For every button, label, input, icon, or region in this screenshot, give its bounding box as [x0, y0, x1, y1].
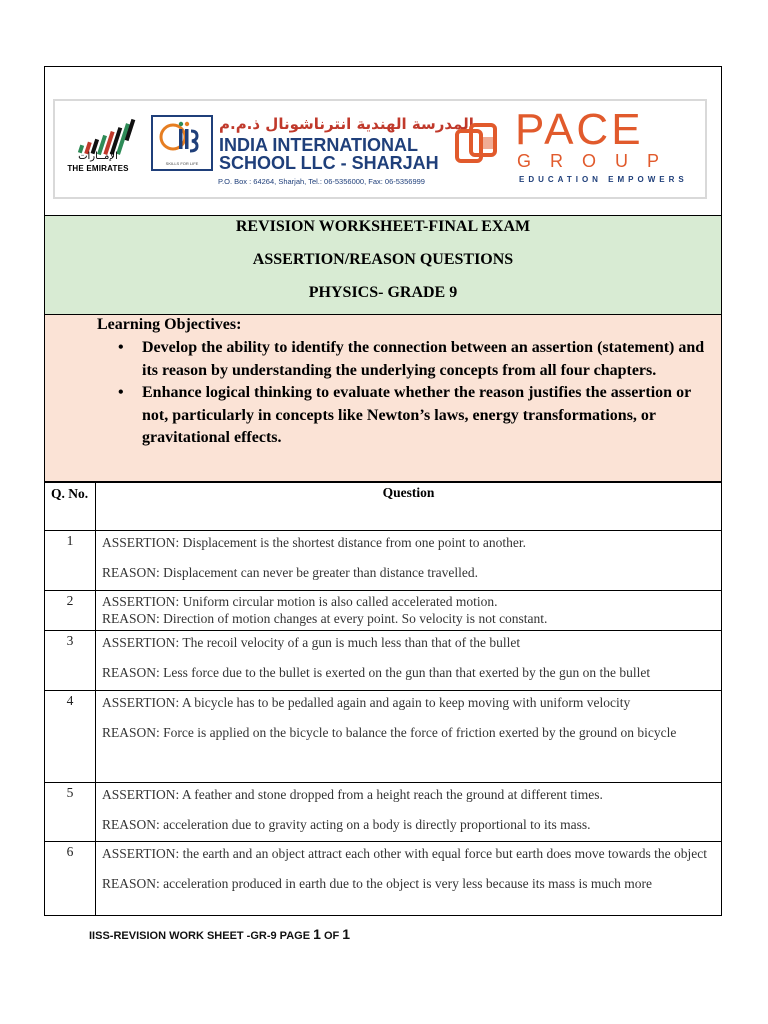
learning-objectives [45, 315, 721, 482]
question-cell [96, 691, 722, 783]
school-name-arabic: المدرسة الهندية انترناشونال ذ.م.م [219, 115, 474, 133]
question-number: 2 [45, 591, 96, 631]
questions-table [45, 482, 721, 915]
objective-item [118, 382, 712, 450]
footer-of: OF [320, 930, 343, 942]
objectives-heading: Learning Objectives: [97, 316, 242, 333]
table-row [45, 691, 721, 783]
worksheet [44, 66, 722, 916]
assertion-text: ASSERTION: A bicycle has to be pedalled again and again to keep moving with uniform velocity [102, 695, 631, 710]
reason-text: REASON: Direction of motion changes at every point. So velocity is not constant. [102, 611, 548, 626]
reason-text: REASON: acceleration due to gravity acting on a body is directly proportional to its mass. [102, 817, 591, 832]
question-cell [96, 591, 722, 631]
emirates-arabic-text: الإمــارات [78, 151, 118, 162]
table-row [45, 783, 721, 842]
school-banner [53, 99, 707, 199]
emirates-english-text: THE EMIRATES [67, 164, 129, 173]
page-footer [89, 926, 350, 942]
question-number: 3 [45, 631, 96, 691]
header-row [45, 67, 721, 216]
objective-item [118, 337, 712, 382]
pace-logo-icon [453, 121, 511, 171]
table-header-row [45, 483, 721, 531]
iis-logo [151, 115, 213, 171]
objective-text: Develop the ability to identify the connection between an assertion (statement) and its reason by understanding the underlying concepts from all four chapters. [142, 339, 705, 379]
reason-text: REASON: Displacement can never be greater than distance travelled. [102, 565, 478, 580]
pace-group: GROUP [517, 151, 679, 171]
bullet-icon: • [118, 339, 124, 356]
school-address: P.O. Box : 64264, Sharjah, Tel.: 06-5356000, Fax: 06-5356999 [218, 177, 425, 186]
question-number: 4 [45, 691, 96, 783]
pace-name: PACE [515, 105, 644, 154]
subject-grade: PHYSICS- GRADE 9 [308, 284, 458, 301]
footer-page-total: 1 [342, 926, 351, 942]
assertion-text: ASSERTION: Uniform circular motion is also called accelerated motion. [102, 594, 498, 609]
assertion-text: ASSERTION: the earth and an object attract each other with equal force but earth does move towards the object [102, 846, 707, 861]
table-row [45, 842, 721, 915]
reason-text: REASON: acceleration produced in earth due to the object is very less because its mass is much more [102, 876, 652, 891]
table-row [45, 531, 721, 591]
column-header-question: Question [96, 483, 722, 531]
question-cell [96, 631, 722, 691]
title-band [45, 216, 721, 315]
school-name-line1: INDIA INTERNATIONAL [219, 135, 418, 155]
iis-tagline: SKILLS FOR LIFE [165, 161, 199, 166]
table-row [45, 591, 721, 631]
school-name-line2: SCHOOL LLC - SHARJAH [219, 153, 439, 173]
question-cell [96, 783, 722, 842]
assertion-text: ASSERTION: Displacement is the shortest distance from one point to another. [102, 535, 526, 550]
question-number: 1 [45, 531, 96, 591]
worksheet-title: REVISION WORKSHEET-FINAL EXAM [235, 218, 531, 235]
assertion-text: ASSERTION: The recoil velocity of a gun is much less than that of the bullet [102, 635, 521, 650]
iis-emblem-icon [153, 117, 211, 161]
footer-text: IISS-REVISION WORK SHEET -GR-9 PAGE [89, 930, 314, 942]
worksheet-subtitle: ASSERTION/REASON QUESTIONS [252, 251, 514, 268]
objective-text: Enhance logical thinking to evaluate whether the reason justifies the assertion or not, particularly in concepts like Newton’s laws, energy transformations, or gravitational effects. [142, 384, 691, 446]
column-header-qno: Q. No. [45, 483, 96, 531]
footer-page-number: 1 [313, 926, 321, 942]
question-number: 6 [45, 842, 96, 915]
pace-tagline: EDUCATION EMPOWERS [519, 175, 688, 184]
question-number: 5 [45, 783, 96, 842]
objectives-list [118, 337, 712, 450]
question-cell [96, 842, 722, 915]
question-cell [96, 531, 722, 591]
assertion-text: ASSERTION: A feather and stone dropped from a height reach the ground at different times. [102, 787, 603, 802]
reason-text: REASON: Force is applied on the bicycle to balance the force of friction exerted by the ground on bicycle [102, 725, 677, 740]
table-row [45, 631, 721, 691]
bullet-icon: • [118, 384, 124, 401]
reason-text: REASON: Less force due to the bullet is exerted on the gun than that exerted by the gun on the bullet [102, 665, 651, 680]
